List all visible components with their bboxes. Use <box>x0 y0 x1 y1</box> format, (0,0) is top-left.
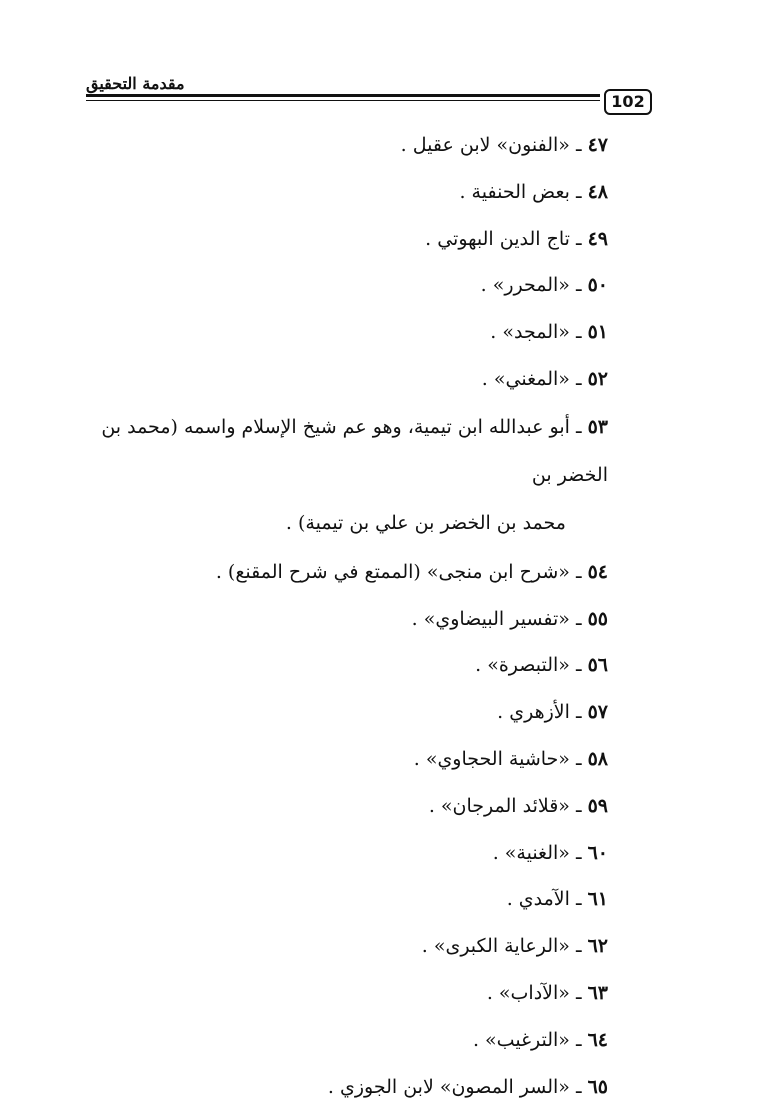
entry-number: ٥٦ <box>587 654 608 677</box>
entry-number: ٥٣ <box>587 415 608 438</box>
entry-text: «شرح ابن منجى» (الممتع في شرح المقنع) . <box>215 560 570 583</box>
page-number-badge: 102 <box>604 89 652 115</box>
list-item: ٥٨ ـ «حاشية الحجاوي» . <box>413 747 608 770</box>
list-item: ٥٣ ـ أبو عبدالله ابن تيمية، وهو عم شيخ الإسلام واسمه (محمد بن الخضر بن محمد بن الخضر بن علي بن تيمية) . <box>101 415 608 534</box>
entry-text: الآمدي . <box>506 888 570 911</box>
list-item: ٥٧ ـ الأزهري . <box>497 701 608 724</box>
entry-text: «الرعاية الكبرى» . <box>421 935 570 958</box>
entry-number: ٦٢ <box>587 935 608 958</box>
list-item: ٥٩ ـ «قلائد المرجان» . <box>428 794 608 817</box>
list-item: ٦٠ ـ «الغنية» . <box>492 841 608 864</box>
entry-text: «التبصرة» . <box>475 654 570 677</box>
entry-text: «السر المصون» لابن الجوزي . <box>327 1075 570 1098</box>
entry-number: ٥٠ <box>587 274 608 297</box>
entry-text: «الترغيب» . <box>472 1028 570 1051</box>
list-item: ٥٢ ـ «المغني» . <box>481 367 608 390</box>
entry-text: «الفنون» لابن عقيل . <box>400 134 570 156</box>
header-rule-thick <box>86 94 600 97</box>
entry-number: ٦٣ <box>587 981 608 1004</box>
list-item: ٦٣ ـ «الآداب» . <box>486 981 608 1004</box>
entry-text: «تفسير البيضاوي» . <box>411 607 570 630</box>
entry-text: «الآداب» . <box>486 981 570 1004</box>
entry-text-continuation: محمد بن الخضر بن علي بن تيمية) . <box>285 511 566 534</box>
header-rule-thin <box>86 100 600 101</box>
list-item: ٦١ ـ الآمدي . <box>506 888 608 911</box>
page-header-title: مقدمة التحقيق <box>86 74 185 93</box>
list-item: ٥٤ ـ «شرح ابن منجى» (الممتع في شرح المقنع) . <box>215 560 608 583</box>
entry-number: ٥٩ <box>587 794 608 817</box>
entry-number: ٦٥ <box>587 1075 608 1098</box>
entry-number: ٦٠ <box>587 841 608 864</box>
entry-number: ٤٨ <box>587 180 608 203</box>
reference-list <box>80 132 608 1120</box>
entry-text: «المحرر» . <box>480 274 570 297</box>
list-item: ٦٤ ـ «الترغيب» . <box>472 1028 608 1051</box>
entry-text: تاج الدين البهوتي . <box>425 227 570 250</box>
entry-number: ٦١ <box>587 888 608 911</box>
entry-text: الأزهري . <box>497 701 570 724</box>
list-item: ٤٨ ـ بعض الحنفية . <box>459 180 608 203</box>
entry-number: ٥٢ <box>587 367 608 390</box>
entry-text: «المغني» . <box>481 367 570 390</box>
entry-text: «حاشية الحجاوي» . <box>413 747 570 770</box>
entry-text: أبو عبدالله ابن تيمية، وهو عم شيخ الإسلام واسمه (محمد بن الخضر بن <box>101 415 608 486</box>
entry-text: بعض الحنفية . <box>459 180 570 203</box>
entry-text: «قلائد المرجان» . <box>428 794 570 817</box>
list-item: ٥٠ ـ «المحرر» . <box>480 274 608 297</box>
entry-text: «المجد» . <box>490 321 570 344</box>
entry-number: ٦٤ <box>587 1028 608 1051</box>
entry-number: ٥٧ <box>587 701 608 724</box>
list-item: ٦٥ ـ «السر المصون» لابن الجوزي . <box>327 1075 608 1098</box>
list-item: ٦٢ ـ «الرعاية الكبرى» . <box>421 935 608 958</box>
entry-number: ٥٤ <box>587 560 608 583</box>
list-item: ٥١ ـ «المجد» . <box>490 321 608 344</box>
list-item: ٥٦ ـ «التبصرة» . <box>475 654 608 677</box>
list-item: ٤٩ ـ تاج الدين البهوتي . <box>425 227 608 250</box>
entry-number: ٥٥ <box>587 607 608 630</box>
entry-text: «الغنية» . <box>492 841 570 864</box>
list-item: ٥٥ ـ «تفسير البيضاوي» . <box>411 607 608 630</box>
entry-number: ٥٨ <box>587 747 608 770</box>
entry-number: ٤٧ <box>587 134 608 156</box>
entry-number: ٤٩ <box>587 227 608 250</box>
entry-number: ٥١ <box>587 321 608 344</box>
list-item: ٤٧ ـ «الفنون» لابن عقيل . <box>400 134 608 156</box>
